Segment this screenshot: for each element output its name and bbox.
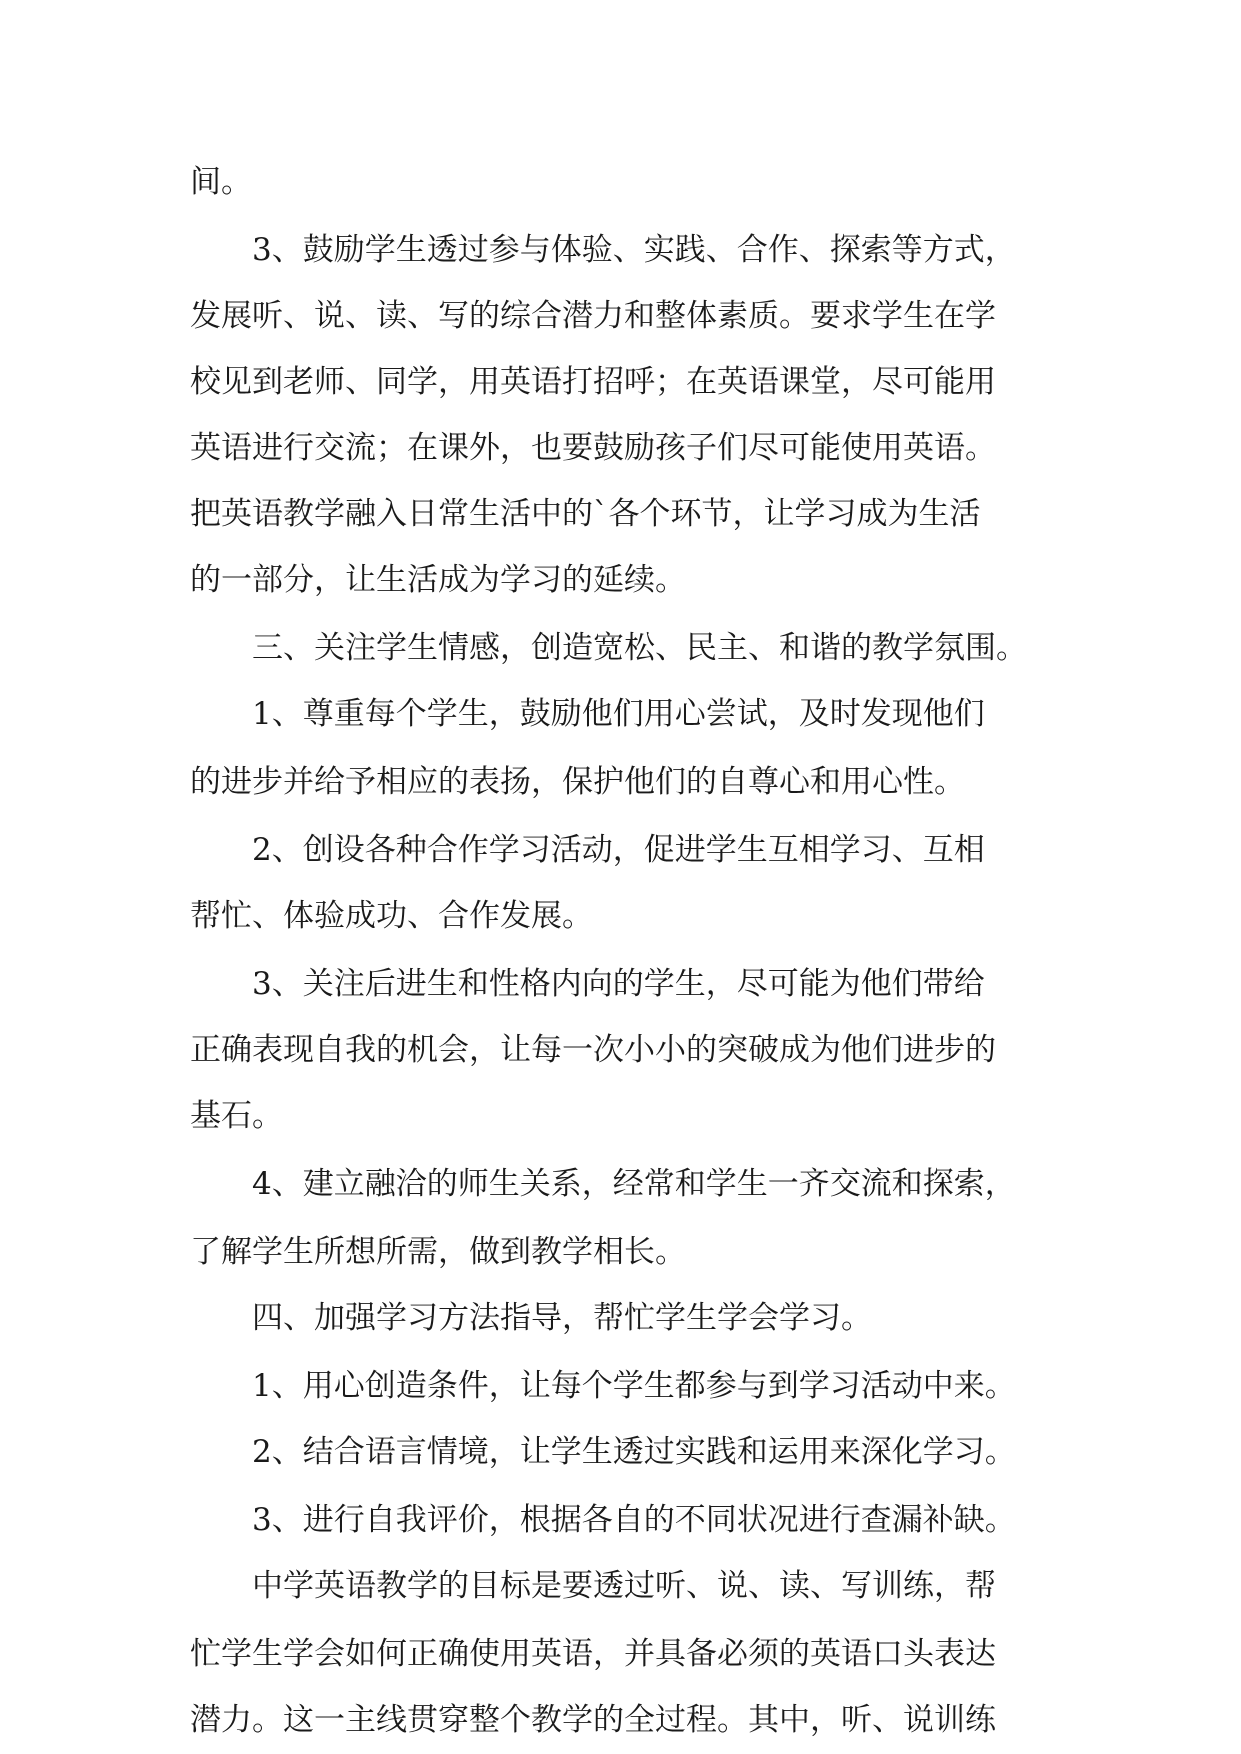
text-line: 潜力。这一主线贯穿整个教学的全过程。其中，听、说训练 [190,1702,996,1738]
text-line: 的进步并给予相应的表扬，保护他们的自尊心和用心性。 [190,764,965,800]
text-line: 把英语教学融入日常生活中的`各个环节，让学习成为生活 [190,496,981,532]
text-line: 3、关注后进生和性格内向的学生，尽可能为他们带给 [252,966,985,1002]
text-line: 1、尊重每个学生，鼓励他们用心尝试，及时发现他们 [252,696,985,732]
text-line: 间。 [190,164,252,200]
text-line: 的一部分，让生活成为学习的延续。 [190,562,686,598]
text-line: 正确表现自我的机会，让每一次小小的突破成为他们进步的 [190,1032,996,1068]
text-line: 基石。 [190,1098,283,1134]
text-line: 发展听、说、读、写的综合潜力和整体素质。要求学生在学 [190,298,996,334]
text-line: 3、鼓励学生透过参与体验、实践、合作、探索等方式， [252,232,1016,268]
text-line: 2、创设各种合作学习活动，促进学生互相学习、互相 [252,832,985,868]
text-line: 英语进行交流；在课外，也要鼓励孩子们尽可能使用英语。 [190,430,996,466]
text-line: 校见到老师、同学，用英语打招呼；在英语课堂，尽可能用 [190,364,996,400]
text-line: 中学英语教学的目标是要透过听、说、读、写训练，帮 [252,1568,996,1604]
text-line: 4、建立融洽的师生关系，经常和学生一齐交流和探索， [252,1166,1016,1202]
text-line: 帮忙、体验成功、合作发展。 [190,898,593,934]
text-line: 1、用心创造条件，让每个学生都参与到学习活动中来。 [252,1368,1016,1404]
text-line: 忙学生学会如何正确使用英语，并具备必须的英语口头表达 [190,1636,996,1672]
text-line: 了解学生所想所需，做到教学相长。 [190,1234,686,1270]
text-line: 四、加强学习方法指导，帮忙学生学会学习。 [252,1300,872,1336]
text-line: 三、关注学生情感，创造宽松、民主、和谐的教学氛围。 [252,630,1027,666]
text-line: 3、进行自我评价，根据各自的不同状况进行查漏补缺。 [252,1502,1016,1538]
text-line: 2、结合语言情境，让学生透过实践和运用来深化学习。 [252,1434,1016,1470]
